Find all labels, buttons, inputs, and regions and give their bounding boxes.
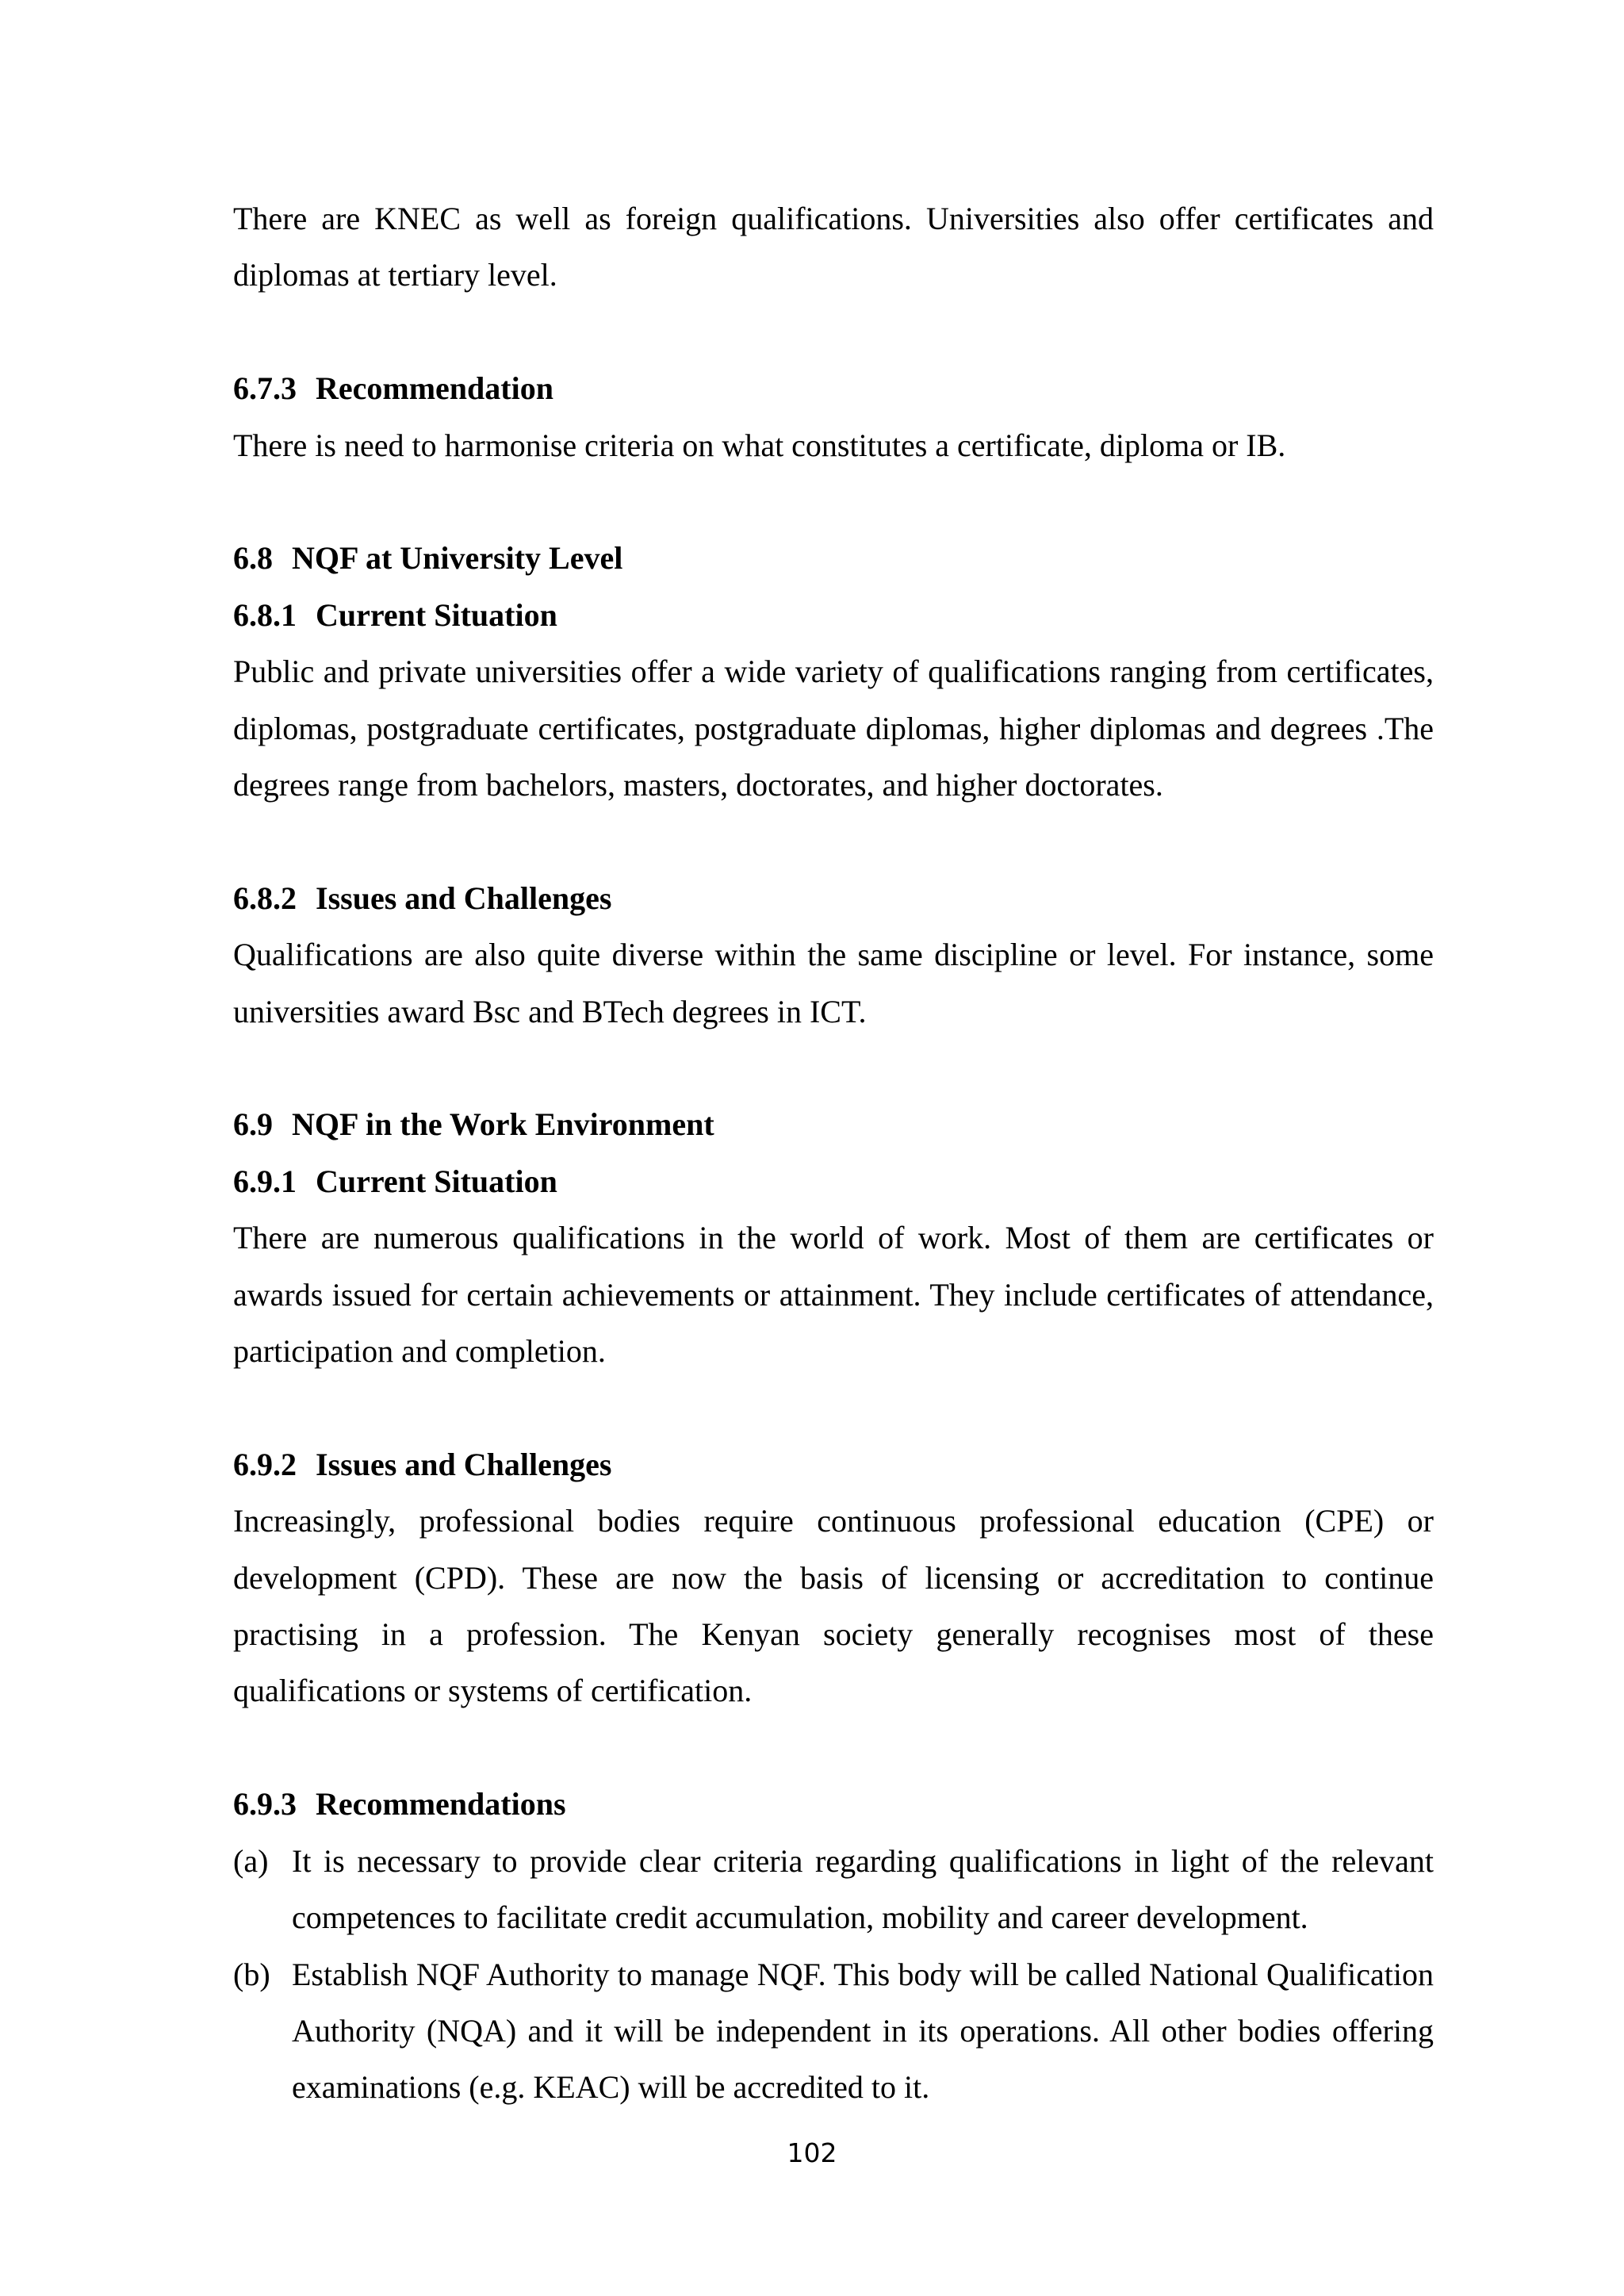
heading-title: Issues and Challenges [316, 1446, 612, 1482]
heading-title: Current Situation [316, 1163, 557, 1199]
paragraph-6-8-1: Public and private universities offer a wide variety of qualifications ranging from certificates, diplomas, postgraduate certificates, postgraduate diplomas, higher diplomas and degrees .The degrees range from bachelors, masters, doctorates, and higher doctorates. [233, 654, 1434, 803]
page-number: 102 [787, 2137, 837, 2168]
heading-number: 6.9.1 [233, 1163, 297, 1199]
paragraph-6-8-2: Qualifications are also quite diverse within the same discipline or level. For instance, some universities award Bsc and BTech degrees in ICT. [233, 937, 1434, 1029]
paragraph-6-7-3: There is need to harmonise criteria on what constitutes a certificate, diploma or IB. [233, 427, 1286, 463]
recommendations-list [233, 1833, 1434, 2116]
heading-number: 6.9.2 [233, 1446, 297, 1482]
paragraph-6-9-1: There are numerous qualifications in the world of work. Most of them are certificates or awards issued for certain achievements or attainment. They include certificates of attendance, participation and completion. [233, 1220, 1434, 1370]
intro-paragraph: There are KNEC as well as foreign qualifications. Universities also offer certificates and diplomas at tertiary level. [233, 201, 1434, 293]
heading-title: Recommendations [316, 1786, 566, 1823]
spacer [233, 1379, 1434, 1435]
list-item-text: It is necessary to provide clear criteria regarding qualifications in light of the relevant competences to facilitate credit accumulation, mobility and career development. [292, 1842, 1434, 1936]
page-content [233, 190, 1434, 2116]
heading-number: 6.9 [233, 1106, 273, 1143]
heading-6-8 [233, 530, 1434, 586]
list-marker: (a) [233, 1842, 269, 1879]
heading-title: NQF at University Level [292, 540, 623, 577]
paragraph-6-9-2: Increasingly, professional bodies require continuous professional education (CPE) or development (CPD). These are now the basis of licensing or accreditation to continue practising in a profession. The Kenyan society generally recognises most of these qualifications or systems of certification. [233, 1503, 1434, 1709]
spacer [233, 304, 1434, 360]
spacer [233, 813, 1434, 869]
list-item [233, 1833, 1434, 1946]
heading-6-9-3 [233, 1776, 1434, 1832]
heading-6-9-2 [233, 1436, 1434, 1493]
heading-6-9-1 [233, 1153, 1434, 1209]
heading-number: 6.7.3 [233, 370, 297, 407]
list-marker: (b) [233, 1956, 270, 1992]
heading-number: 6.8.2 [233, 880, 297, 916]
heading-number: 6.9.3 [233, 1786, 297, 1823]
heading-title: NQF in the Work Environment [292, 1106, 714, 1143]
list-item [233, 1946, 1434, 2116]
heading-6-9 [233, 1096, 1434, 1152]
heading-6-7-3 [233, 360, 1434, 416]
spacer [233, 473, 1434, 530]
spacer [233, 1040, 1434, 1096]
heading-number: 6.8 [233, 540, 273, 577]
heading-title: Current Situation [316, 596, 557, 633]
heading-title: Recommendation [316, 370, 553, 407]
list-item-text: Establish NQF Authority to manage NQF. This body will be called National Qualification Authority (NQA) and it will be independent in its operations. All other bodies offering examinations (e.g. KEAC) will be accredited to it. [292, 1956, 1434, 2106]
heading-6-8-1 [233, 587, 1434, 643]
heading-6-8-2 [233, 870, 1434, 926]
heading-number: 6.8.1 [233, 596, 297, 633]
heading-title: Issues and Challenges [316, 880, 612, 916]
spacer [233, 1719, 1434, 1776]
